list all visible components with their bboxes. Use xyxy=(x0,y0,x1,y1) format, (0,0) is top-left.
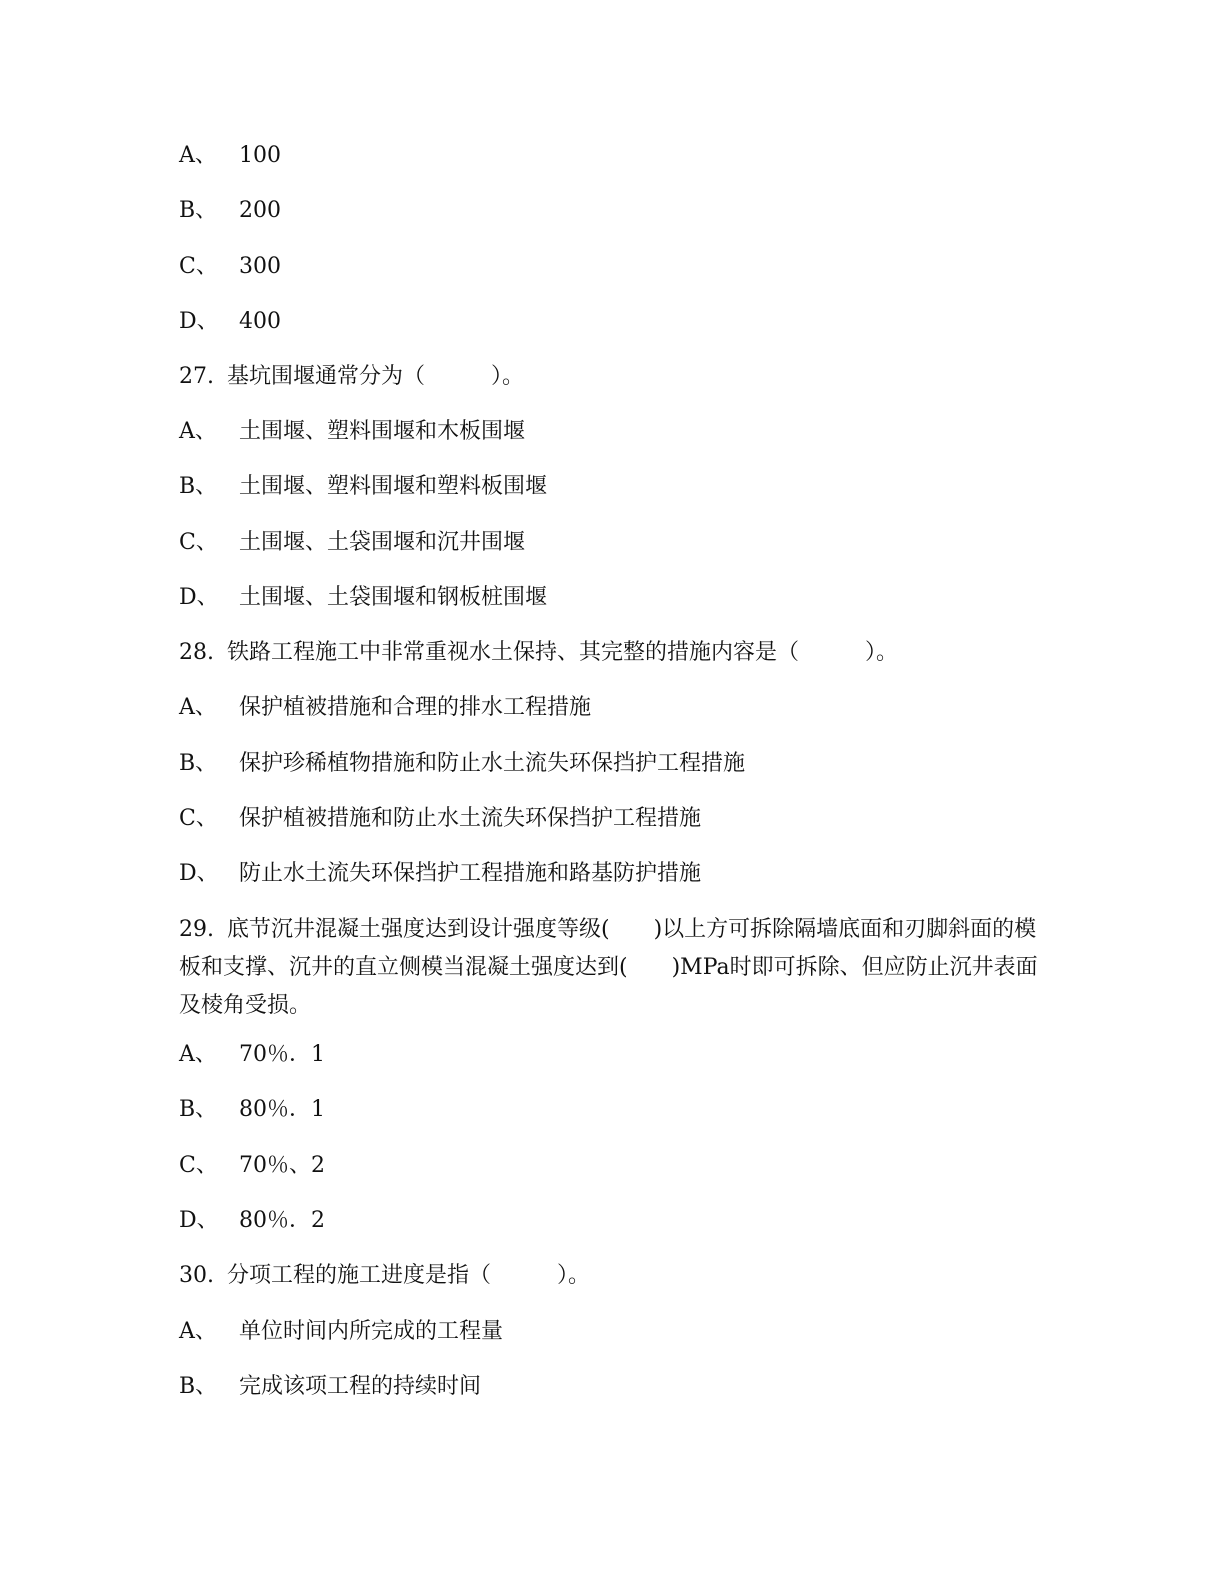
option-text: 100 xyxy=(239,143,281,168)
option-row xyxy=(179,861,701,887)
option-label: A、 xyxy=(179,143,217,168)
option-row xyxy=(179,530,525,556)
option-row xyxy=(179,806,701,832)
option-row xyxy=(179,419,525,445)
question-text: 分项工程的施工进度是指（ ）。 xyxy=(227,1263,591,1288)
question-text: 铁路工程施工中非常重视水土保持、其完整的措施内容是（ ）。 xyxy=(227,640,899,665)
option-text: 70％．1 xyxy=(239,1042,325,1067)
option-label: A、 xyxy=(179,419,217,444)
option-text: 完成该项工程的持续时间 xyxy=(239,1374,482,1399)
option-label: B、 xyxy=(179,198,218,223)
question-text: 底节沉井混凝土强度达到设计强度等级( )以上方可拆除隔墙底面和刃脚斜面的模板和支撑、沉井的直立侧模当混凝土强度达到( )MPa时即可拆除、但应防止沉井表面及棱角受损。 xyxy=(179,917,1038,1018)
option-text: 单位时间内所完成的工程量 xyxy=(239,1319,504,1344)
option-label: D、 xyxy=(179,1208,219,1233)
question-number: 27. xyxy=(179,364,214,389)
option-row xyxy=(179,751,745,777)
question-30-stem xyxy=(179,1263,590,1289)
question-29-stem xyxy=(179,911,1039,1025)
option-text: 土围堰、土袋围堰和沉井围堰 xyxy=(239,530,526,555)
option-label: C、 xyxy=(179,254,218,279)
option-text: 80％．1 xyxy=(239,1097,325,1122)
option-label: B、 xyxy=(179,1374,218,1399)
option-row xyxy=(179,309,281,335)
option-text: 保护植被措施和防止水土流失环保挡护工程措施 xyxy=(239,806,702,831)
option-text: 土围堰、塑料围堰和塑料板围堰 xyxy=(239,474,548,499)
option-row xyxy=(179,1374,481,1400)
option-text: 200 xyxy=(239,198,281,223)
option-row xyxy=(179,143,281,169)
option-label: C、 xyxy=(179,530,218,555)
option-row xyxy=(179,695,591,721)
option-row xyxy=(179,1097,325,1123)
option-text: 土围堰、塑料围堰和木板围堰 xyxy=(239,419,526,444)
option-text: 400 xyxy=(239,309,281,334)
option-text: 70％、2 xyxy=(239,1153,325,1178)
question-27-stem xyxy=(179,364,524,390)
question-number: 28. xyxy=(179,640,214,665)
option-row xyxy=(179,1208,325,1234)
option-text: 保护珍稀植物措施和防止水土流失环保挡护工程措施 xyxy=(239,751,746,776)
option-label: B、 xyxy=(179,474,218,499)
option-text: 土围堰、土袋围堰和钢板桩围堰 xyxy=(239,585,548,610)
option-label: C、 xyxy=(179,1153,218,1178)
option-label: D、 xyxy=(179,309,219,334)
option-label: D、 xyxy=(179,585,219,610)
option-row xyxy=(179,198,281,224)
option-text: 80％．2 xyxy=(239,1208,325,1233)
question-number: 30. xyxy=(179,1263,214,1288)
option-text: 防止水土流失环保挡护工程措施和路基防护措施 xyxy=(239,861,702,886)
option-row xyxy=(179,474,547,500)
option-label: A、 xyxy=(179,1042,217,1067)
option-label: B、 xyxy=(179,1097,218,1122)
option-row xyxy=(179,585,547,611)
option-label: A、 xyxy=(179,1319,217,1344)
question-number: 29. xyxy=(179,917,214,942)
option-row xyxy=(179,254,281,280)
option-label: C、 xyxy=(179,806,218,831)
question-28-stem xyxy=(179,640,898,666)
option-text: 保护植被措施和合理的排水工程措施 xyxy=(239,695,592,720)
question-text: 基坑围堰通常分为（ ）。 xyxy=(227,364,525,389)
option-text: 300 xyxy=(239,254,281,279)
option-row xyxy=(179,1153,325,1179)
option-label: B、 xyxy=(179,751,218,776)
option-label: D、 xyxy=(179,861,219,886)
option-row xyxy=(179,1319,503,1345)
option-row xyxy=(179,1042,325,1068)
option-label: A、 xyxy=(179,695,217,720)
